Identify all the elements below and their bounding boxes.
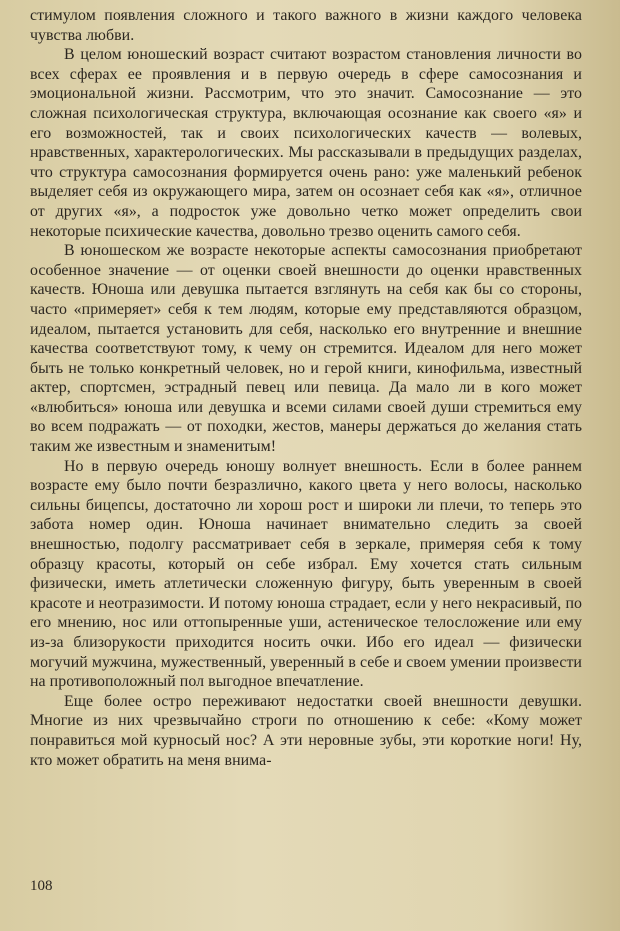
paragraph: Еще более остро переживают недостатки своей внешности девушки. Многие из них чрезвычайно строги по отношению к себе: «Кому может понравиться мой курносый нос? А эти неровные зубы, эти короткие ноги! Ну, кто может обратить на меня внима- xyxy=(30,692,582,769)
paragraph: В целом юношеский возраст считают возрастом становления личности во всех сферах ее проявления и в первую очередь в сфере самосознания и эмоциональной жизни. Рассмотрим, что это значит. Самосознание — это сложная психологическая структура, включающая осознание как своего «я» и его возможностей, так и своих психологических качеств — волевых, нравственных, характерологических. Мы рассказывали в предыдущих разделах, что структура самосознания формируется очень рано: уже маленький ребенок выделяет себя из окружающего мира, затем он осознает себя как «я», отличное от других «я», а подросток уже довольно четко может определить свои некоторые психические качества, довольно трезво оценить самого себя. xyxy=(30,46,582,240)
paragraph: Но в первую очередь юношу волнует внешность. Если в более раннем возрасте ему было почти безразлично, какого цвета у него волосы, насколько сильны бицепсы, достаточно ли хорош рост и широки ли плечи, то теперь это забота номер один. Юноша начинает внимательно следить за своей внешностью, подолгу рассматривает себя в зеркале, примеряя себя к тому образцу красоты, который он себе избрал. Ему хочется стать сильным физически, иметь атлетически сложенную фигуру, быть уверенным в своей красоте и неотразимости. И потому юноша страдает, если у него некрасивый, по его мнению, нос или оттопыренные уши, астеническое телосложение или ему из-за близорукости приходится носить очки. Ибо его идеал — физически могучий мужчина, мужественный, уверенный в себе и своем умении произвести на противоположный пол выгодное впечатление. xyxy=(30,457,582,691)
body-text xyxy=(30,6,582,770)
paragraph: В юношеском же возрасте некоторые аспекты самосознания приобретают особенное значение — от оценки своей внешности до оценки нравственных качеств. Юноша или девушка пытается взглянуть на себя как бы со стороны, часто «примеряет» себя к тем людям, которые ему представляются образцом, идеалом, пытается установить для себя, насколько его внутренние и внешние качества соответствуют тому, к чему он стремится. Идеалом для него может быть не только конкретный человек, но и герой книги, кинофильма, известный актер, спортсмен, эстрадный певец или певица. Да мало ли в кого может «влюбиться» юноша или девушка и всеми силами своей души стремиться ему во всем подражать — от походки, жестов, манеры держаться до желания стать таким же известным и знаменитым! xyxy=(30,242,582,456)
page-number: 108 xyxy=(30,878,53,894)
paragraph-continued: стимулом появления сложного и такого важного в жизни каждого человека чувства любви. xyxy=(30,7,582,44)
